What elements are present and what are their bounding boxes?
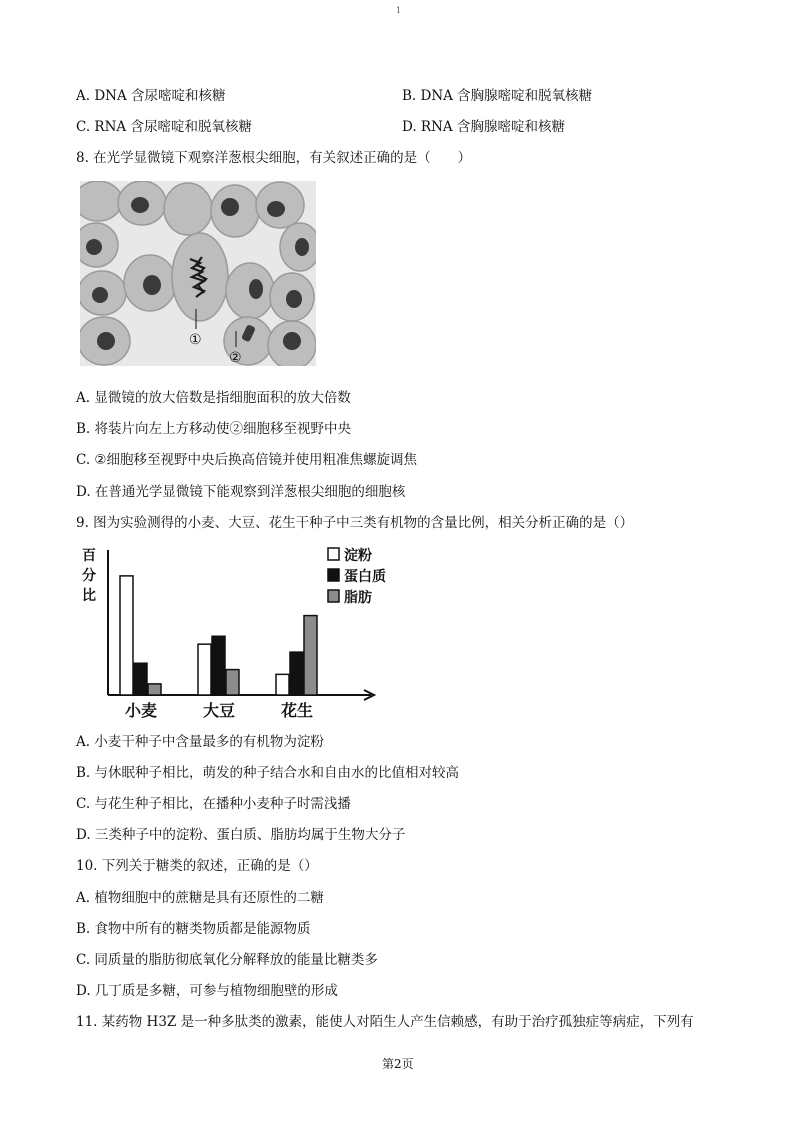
q8-option-d: D. 在普通光学显微镜下能观察到洋葱根尖细胞的细胞核 xyxy=(76,484,406,500)
x-tick-label: 花生 xyxy=(280,701,314,720)
legend-label: 蛋白质 xyxy=(344,569,386,585)
q11-stem: 11. 某药物 H3Z 是一种多肽类的激素，能使人对陌生人产生信赖感，有助于治疗孤独症等病症，下列有 xyxy=(76,1014,694,1030)
bar-花生-脂肪 xyxy=(304,616,317,695)
q8-option-b: B. 将装片向左上方移动使②细胞移至视野中央 xyxy=(76,421,352,437)
q8-option-a: A. 显微镜的放大倍数是指细胞面积的放大倍数 xyxy=(76,390,351,406)
q10-option-d: D. 几丁质是多糖，可参与植物细胞壁的形成 xyxy=(76,983,338,999)
q7-option-b: B. DNA 含胸腺嘧啶和脱氧核糖 xyxy=(402,88,593,104)
label-cell-2: ② xyxy=(229,350,242,366)
chart-ylabel-char-2: 分 xyxy=(82,568,96,584)
onion-root-tip-micrograph xyxy=(80,181,316,366)
chart-ylabel-char-3: 比 xyxy=(82,588,96,604)
page-footer: 第2页 xyxy=(382,1057,414,1071)
q7-option-a: A. DNA 含尿嘧啶和核糖 xyxy=(76,88,226,104)
q9-option-d: D. 三类种子中的淀粉、蛋白质、脂肪均属于生物大分子 xyxy=(76,827,406,843)
x-tick-label: 小麦 xyxy=(124,701,158,720)
q9-stem: 9. 图为实验测得的小麦、大豆、花生干种子中三类有机物的含量比例，相关分析正确的是（） xyxy=(76,515,634,531)
q8-stem: 8. 在光学显微镜下观察洋葱根尖细胞，有关叙述正确的是（ ） xyxy=(76,150,472,166)
seed-composition-chart xyxy=(76,540,386,720)
legend-swatch xyxy=(328,548,339,560)
bar-大豆-脂肪 xyxy=(226,670,239,695)
x-tick-label: 大豆 xyxy=(202,701,236,720)
q8-option-c: C. ②细胞移至视野中央后换高倍镜并使用粗准焦螺旋调焦 xyxy=(76,452,418,468)
q10-option-c: C. 同质量的脂肪彻底氧化分解释放的能量比糖类多 xyxy=(76,952,378,968)
legend-swatch xyxy=(328,569,339,581)
bar-小麦-蛋白质 xyxy=(134,663,147,695)
legend-label: 脂肪 xyxy=(344,590,372,606)
legend-swatch xyxy=(328,590,339,602)
bar-大豆-淀粉 xyxy=(198,644,211,695)
bar-花生-淀粉 xyxy=(276,674,289,695)
chart-ylabel-char-1: 百 xyxy=(82,548,96,564)
q9-option-b: B. 与休眠种子相比，萌发的种子结合水和自由水的比值相对较高 xyxy=(76,765,460,781)
q10-option-a: A. 植物细胞中的蔗糖是具有还原性的二糖 xyxy=(76,890,324,906)
page-top-mark: 1 xyxy=(396,6,402,15)
label-cell-1: ① xyxy=(189,332,202,348)
q10-stem: 10. 下列关于糖类的叙述，正确的是（） xyxy=(76,858,318,874)
q9-option-a: A. 小麦干种子中含量最多的有机物为淀粉 xyxy=(76,734,324,750)
q9-option-c: C. 与花生种子相比，在播种小麦种子时需浅播 xyxy=(76,796,351,812)
bar-小麦-淀粉 xyxy=(120,576,133,695)
bar-大豆-蛋白质 xyxy=(212,636,225,695)
q10-option-b: B. 食物中所有的糖类物质都是能源物质 xyxy=(76,921,311,937)
bar-花生-蛋白质 xyxy=(290,652,303,695)
q7-option-d: D. RNA 含胸腺嘧啶和核糖 xyxy=(402,119,565,135)
legend-label: 淀粉 xyxy=(344,548,372,564)
bar-小麦-脂肪 xyxy=(148,684,161,695)
q7-option-c: C. RNA 含尿嘧啶和脱氧核糖 xyxy=(76,119,252,135)
